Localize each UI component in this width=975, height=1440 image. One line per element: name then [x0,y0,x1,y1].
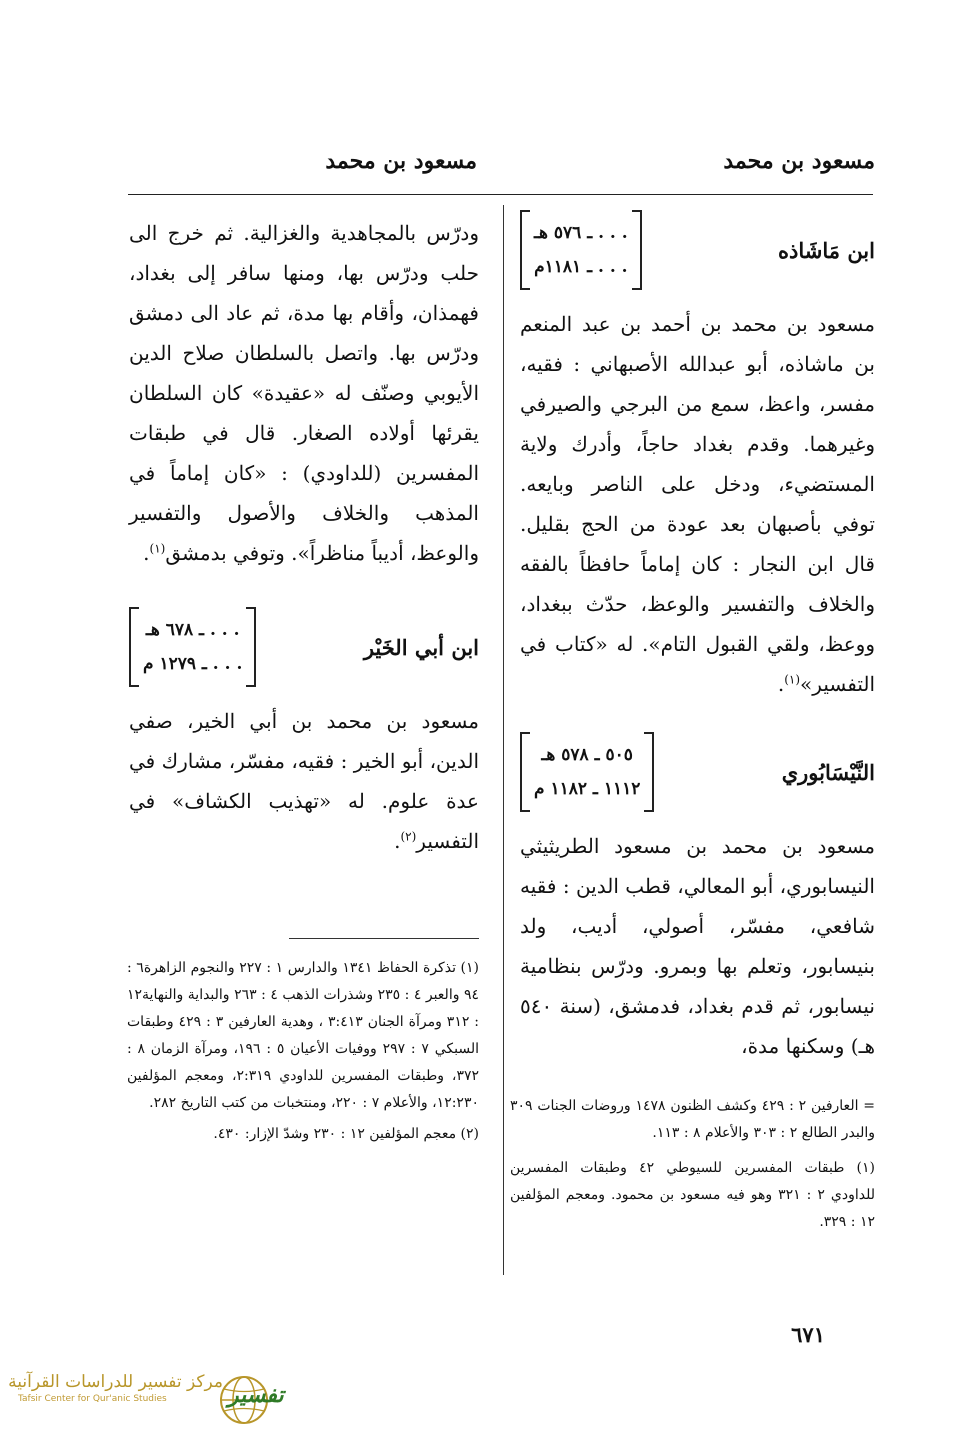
logo-word: تفسير [228,1382,284,1408]
date-bracket [520,210,642,290]
logo-english-name: Tafsir Center for Qur'anic Studies [18,1394,167,1404]
continuation-text [129,213,479,573]
footnote: (١) تذكرة الحفاظ ١٣٤١ والدارس ١ : ٢٢٧ والنجوم الزاهرة٦ : ٩٤ والعبر ٤ : ٢٣٥ وشذرات الذهب ٤ : ٢٦٣ والبداية والنهاية١٢ : ٣١٢ ومرآة الجنان ٣:٤١٣ ، وهدية العارفين ٣ : ٤٢٩ وطبقات السبكي ٧ : ٢٩٧ ووفيات الأعيان ٥ : ١٩٦، ومرآة الزمان ٨ : ٣٧٢، وطبقات المفسرين للداودي ٢:٣١٩، ومعجم المؤلفين ١٢:٢٣٠، والأعلام ٧ : ٢٢٠، ومنتخبات من كتب التاريخ ٢٨٢. [127,960,480,1111]
header-rule [128,194,873,195]
footnote: (١) طبقات المفسرين للسيوطي ٤٢ وطبقات المفسرين للداودي ٢ : ٣٢١ وهو فيه مسعود بن محمود. ومعجم المؤلفين ١٢ : ٣٢٩. [510,1160,876,1230]
entry-heading-nishapuri [520,732,875,812]
date-hijri: . . . ـ ٦٧٨ هـ [145,620,240,640]
footnote-ref: (١) [149,541,166,556]
entry-body: مسعود بن محمد بن أبي الخير، صفي الدين، أبو الخير : فقيه، مفسّر، مشارك في عدة علوم. له «تهذيب الكشاف» في التفسير [129,709,479,853]
logo-arabic-name: مركز تفسير للدراسات القرآنية [8,1372,223,1392]
left-column [129,213,479,861]
footnote: (٢) معجم المؤلفين ١٢ : ٢٣٠ وشدّ الإزار: ٤٣٠. [213,1126,479,1142]
entry-body: مسعود بن محمد بن أحمد بن عبد المنعم بن ماشاذه، أبو عبدالله الأصبهاني : فقيه، مفسر، واعظ، سمع من البرجي والصيرفي وغيرهما. وقدم بغداد حاجاً، وأدرك ولاية المستضيء، ودخل على الناصر وبايعه. توفي بأصبهان بعد عودة من الحج بقليل. قال ابن النجار : كان إماماً حافظاً بالفقه والخلاف والتفسير والوعظ، حدّث ببغداد، ووعظ، ولقي القبول التام». له «كتاب في التفسير» [520,312,875,696]
date-gregorian: ١١١٢ ـ ١١٨٢ م [534,779,641,799]
entry-text: مسعود بن محمد بن مسعود الطريثيثي النيسابوري، أبو المعالي، قطب الدين : فقيه شافعي، مفسّر، أصولي، أديب، ولد بنيسابور، وتعلم بها وبمرو. ودرّس بنظامية نيسابور، ثم قدم بغداد، فدمشق، (سنة ٥٤٠ هـ) وسكنها مدة، [520,834,875,1058]
entry-name: النَّيْسَابُوري [781,759,875,785]
entry-text [520,304,875,704]
footnote: = العارفين ٢ : ٤٢٩ وكشف الظنون ١٤٧٨ وروضات الجنات ٣٠٩ والبدر الطالع ٢ : ٣٠٣ والأعلام ٨ : ١١٣. [510,1098,876,1141]
continuation-end: . [143,541,150,565]
left-footnotes [127,955,479,1148]
date-hijri: ٥٠٥ ـ ٥٧٨ هـ [541,745,633,765]
logo-text [8,1372,223,1404]
date-bracket [520,732,654,812]
publisher-logo [8,1372,290,1426]
column-rule [503,205,504,1275]
footnote-ref: (٢) [400,829,417,844]
entry-end: . [394,829,401,853]
right-footnotes [510,1093,875,1236]
entry-heading-ibn-abi-alkhayr [129,607,479,687]
footnote-ref: (١) [784,672,801,687]
entry-name: ابن أبي الخَيْر [363,634,479,660]
running-head-right: مسعود بن محمد [723,148,875,174]
footnote-rule [289,938,479,939]
entry-name: ابن مَاشَاذه [778,237,875,263]
date-gregorian: . . . ـ ١١٨١م [534,257,628,277]
right-column [520,210,875,1066]
page-number: ٦٧١ [791,1322,825,1347]
date-gregorian: . . . ـ ١٢٧٩ م [143,654,243,674]
date-bracket [129,607,256,687]
entry-text [129,701,479,861]
date-hijri: . . . ـ ٥٧٦ هـ [534,223,628,243]
entry-end: . [777,672,785,696]
running-head-left: مسعود بن محمد [325,148,477,174]
entry-heading-ibn-mashadhah [520,210,875,290]
continuation-body: ودرّس بالمجاهدية والغزالية. ثم خرج الى حلب ودرّس بها، ومنها سافر إلى بغداد، فهمذان، وأقام بها مدة، ثم عاد الى دمشق ودرّس بها. واتصل بالسلطان صلاح الدين الأيوبي وصنّف له «عقيدة» كان السلطان يقرئها أولاده الصغار. قال في طبقات المفسرين (للداودي) : «كان إماماً في المذهب والخلاف والأصول والتفسير والوعظ، أديباً مناظراً». وتوفي بدمشق [129,221,479,565]
